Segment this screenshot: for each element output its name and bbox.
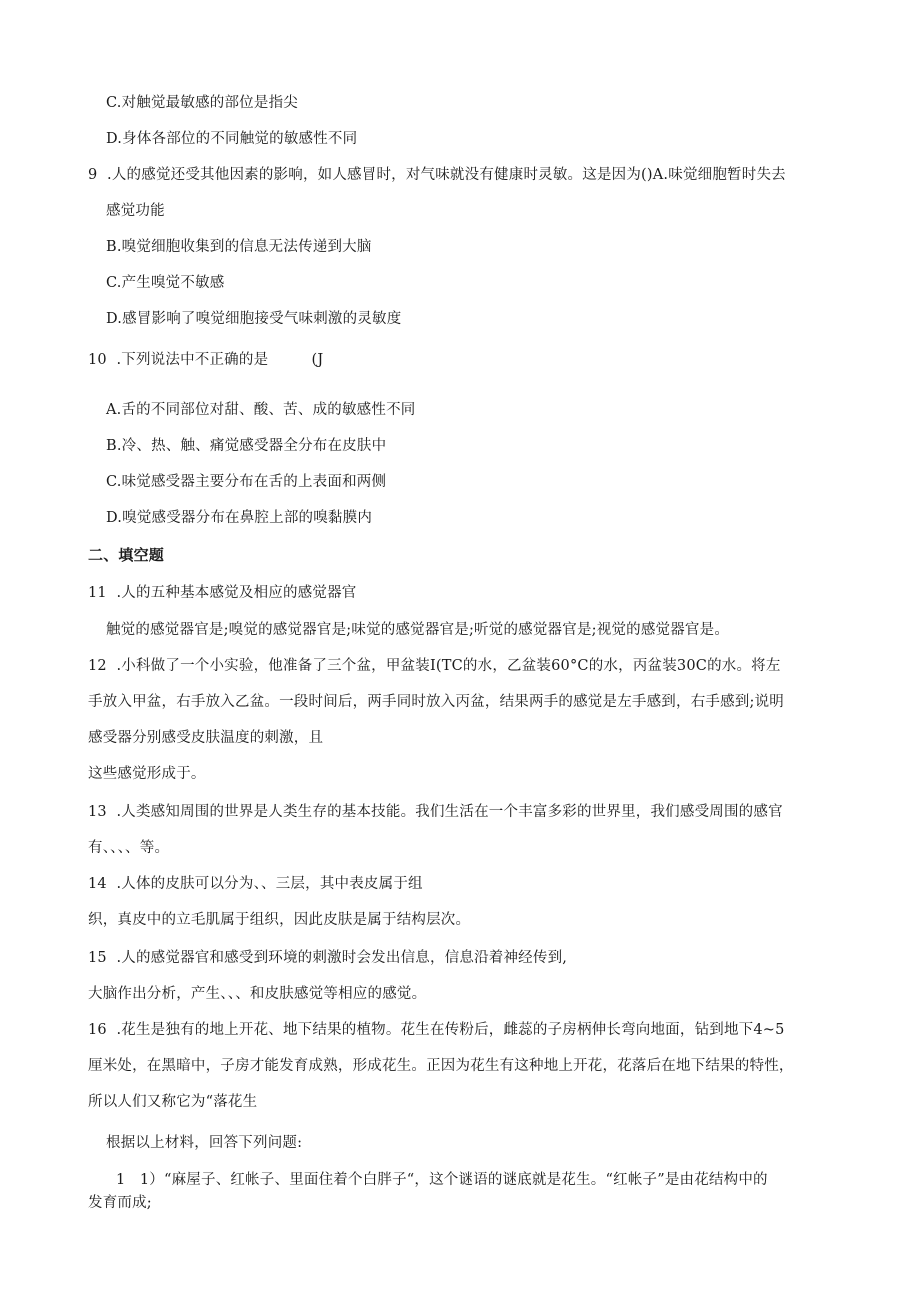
- q16-line2: 厘米处，在黑暗中，子房才能发育成熟，形成花生。正因为花生有这种地上开花，花落后在地下结果的特性，: [88, 1058, 794, 1074]
- q14-line1: 14 .人体的皮肤可以分为、、三层，其中表皮属于组: [88, 876, 423, 892]
- q9-option-c: C.产生嗅觉不敏感: [106, 275, 225, 291]
- q10-option-b: B.冷、热、触、痛觉感受器全分布在皮肤中: [106, 438, 387, 454]
- q12-line2: 手放入甲盆，右手放入乙盆。一段时间后，两手同时放入丙盆，结果两手的感觉是左手感到，右手感到;说明: [88, 694, 784, 710]
- q13-line2: 有、、、、等。: [88, 840, 170, 856]
- q12-line1: 12 .小科做了一个小实验，他准备了三个盆，甲盆装I(TC的水，乙盆装60°C的水，丙盆装30C的水。将左: [88, 658, 781, 674]
- q10-option-a: A.舌的不同部位对甜、酸、苦、成的敏感性不同: [106, 402, 416, 418]
- section-heading-fill-in: 二、填空题: [88, 546, 165, 564]
- q16-line3: 所以人们又称它为“落花生: [88, 1094, 258, 1110]
- q11-stem: 11 .人的五种基本感觉及相应的感觉器官: [88, 585, 357, 601]
- q12-line3: 感受器分别感受皮肤温度的刺激，且: [88, 730, 324, 746]
- q11-line2: 触觉的感觉器官是;嗅觉的感觉器官是;味觉的感觉器官是;听觉的感觉器官是;视觉的感觉器官是。: [106, 622, 730, 638]
- q16-line1: 16 .花生是独有的地上开花、地下结果的植物。花生在传粉后，雌蕊的子房柄伸长弯向地面，钻到地下4~5: [88, 1022, 785, 1038]
- q9-option-b: B.嗅觉细胞收集到的信息无法传递到大脑: [106, 239, 372, 255]
- q16-line5: 1 1）“麻屋子、红帐子、里面住着个白胖子“，这个谜语的谜底就是花生。“红帐子”是由花结构中的: [116, 1172, 768, 1188]
- q10-option-d: D.嗅觉感受器分布在鼻腔上部的嗅黏膜内: [106, 510, 373, 526]
- q9-stem-line2: 感觉功能: [106, 203, 165, 219]
- q10-stem: 10 .下列说法中不正确的是 (J: [88, 352, 324, 368]
- q15-line2: 大脑作出分析，产生、、、和皮肤感觉等相应的感觉。: [88, 986, 427, 1002]
- q9-option-d: D.感冒影响了嗅觉细胞接受气味刺激的灵敏度: [106, 311, 402, 327]
- q10-option-c: C.味觉感受器主要分布在舌的上表面和两侧: [106, 474, 387, 490]
- q8-option-d: D.身体各部位的不同触觉的敏感性不同: [106, 131, 358, 147]
- q14-line2: 织，真皮中的立毛肌属于组织，因此皮肤是属于结构层次。: [88, 912, 471, 928]
- q12-line4: 这些感觉形成于。: [88, 766, 206, 782]
- q16-line6: 发育而成;: [88, 1195, 152, 1211]
- q9-stem-line1: 9 .人的感觉还受其他因素的影响，如人感冒时，对气味就没有健康时灵敏。这是因为()A.味觉细胞暂时失去: [88, 167, 786, 183]
- q15-line1: 15 .人的感觉器官和感受到环境的刺激时会发出信息，信息沿着神经传到,: [88, 950, 568, 966]
- q16-line4: 根据以上材料，回答下列问题:: [106, 1135, 303, 1151]
- q13-line1: 13 .人类感知周围的世界是人类生存的基本技能。我们生活在一个丰富多彩的世界里，我们感受周围的感官: [88, 804, 783, 820]
- q8-option-c: C.对触觉最敏感的部位是指尖: [106, 95, 298, 111]
